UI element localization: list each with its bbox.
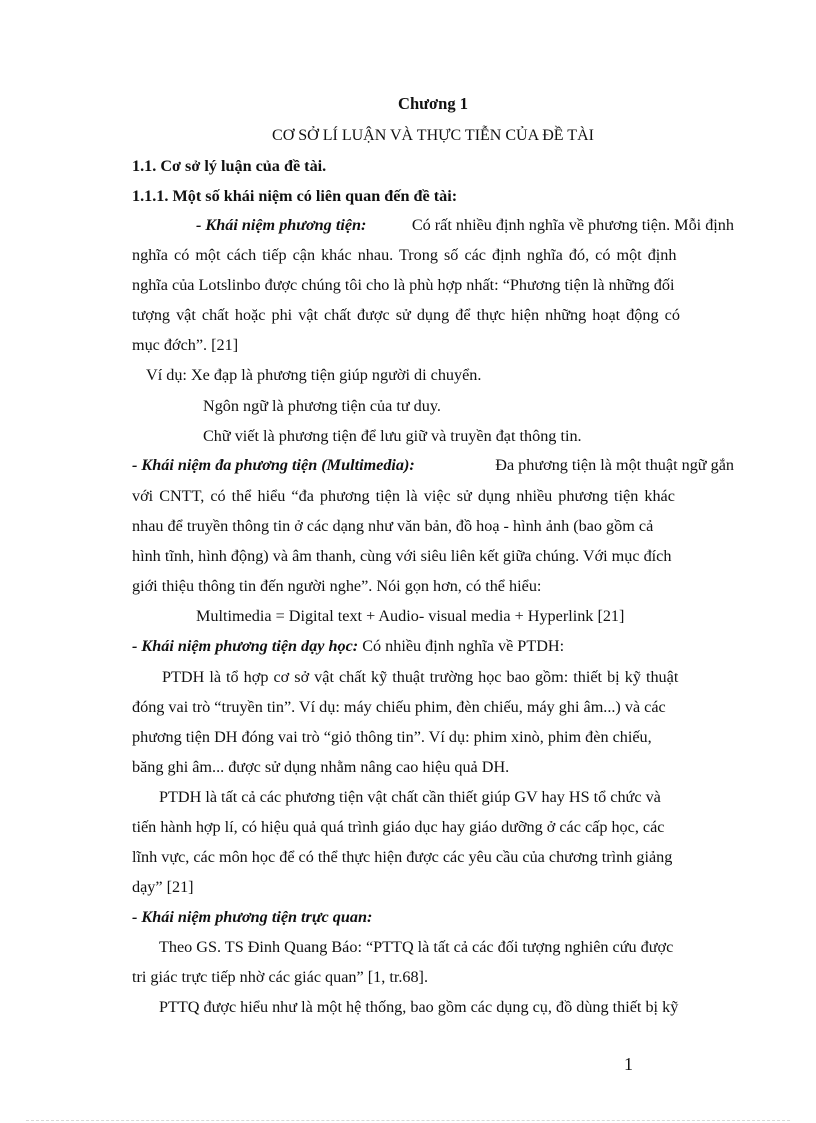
para-ptdh-1-line-2: đóng vai trò “truyền tin”. Ví dụ: máy chiếu phim, đèn chiếu, máy ghi âm...) và các xyxy=(132,698,666,716)
para-multimedia-line-1: - Khái niệm đa phương tiện (Multimedia): Đa phương tiện là một thuật ngữ gắn xyxy=(132,456,734,474)
para-phuong-tien-line-2: nghĩa có một cách tiếp cận khác nhau. Trong số các định nghĩa đó, có một định xyxy=(132,246,677,264)
example-1: Ví dụ: Xe đạp là phương tiện giúp người di chuyển. xyxy=(146,366,482,384)
para-ptdh-2-line-1: PTDH là tất cả các phương tiện vật chất cần thiết giúp GV hay HS tổ chức và xyxy=(159,788,661,806)
chapter-label: Chương 1 xyxy=(398,94,468,113)
term-multimedia: - Khái niệm đa phương tiện (Multimedia): xyxy=(132,456,415,474)
example-2: Ngôn ngữ là phương tiện của tư duy. xyxy=(203,397,441,415)
term-pttq: - Khái niệm phương tiện trực quan: xyxy=(132,908,373,926)
term-ptdh: - Khái niệm phương tiện dạy học: xyxy=(132,637,359,655)
chapter-title: CƠ SỞ LÍ LUẬN VÀ THỰC TIỄN CỦA ĐỀ TÀI xyxy=(272,127,594,144)
para-multimedia-line-5: giới thiệu thông tin đến người nghe”. Nói gọn hơn, có thể hiểu: xyxy=(132,577,542,595)
para-ptdh-2-line-4: dạy” [21] xyxy=(132,878,194,896)
page-bottom-border xyxy=(26,1120,790,1121)
heading-1-1: 1.1. Cơ sở lý luận của đề tài. xyxy=(132,157,327,175)
para-multimedia-line-3: nhau để truyền thông tin ở các dạng như văn bản, đồ hoạ - hình ảnh (bao gồm cả xyxy=(132,517,654,535)
para-ptdh-1-line-3: phương tiện DH đóng vai trò “giỏ thông tin”. Ví dụ: phim xinò, phim đèn chiếu, xyxy=(132,728,652,746)
multimedia-formula: Multimedia = Digital text + Audio- visual media + Hyperlink [21] xyxy=(196,607,625,625)
para-phuong-tien-line-5: mục đớch”. [21] xyxy=(132,336,239,354)
para-ptdh-2-line-3: lĩnh vực, các môn học để có thể thực hiện được các yêu cầu của chương trình giảng xyxy=(132,848,673,866)
para-pttq-1-line-2: tri giác trực tiếp nhờ các giác quan” [1, tr.68]. xyxy=(132,968,428,986)
para-pttq-1-line-1: Theo GS. TS Đinh Quang Báo: “PTTQ là tất cả các đối tượng nghiên cứu được xyxy=(159,938,674,956)
para-multimedia-line-2: với CNTT, có thể hiểu “đa phương tiện là việc sử dụng nhiều phương tiện khác xyxy=(132,487,675,505)
para-pttq-2-line-1: PTTQ được hiểu như là một hệ thống, bao gồm các dụng cụ, đồ dùng thiết bị kỹ xyxy=(159,998,679,1016)
para-phuong-tien-line-4: tượng vật chất hoặc phi vật chất được sử dụng để thực hiện những hoạt động có xyxy=(132,306,680,324)
example-3: Chữ viết là phương tiện để lưu giữ và truyền đạt thông tin. xyxy=(203,427,582,445)
para-phuong-tien-line-1: - Khái niệm phương tiện: Có rất nhiều định nghĩa về phương tiện. Mỗi định xyxy=(196,216,734,234)
heading-1-1-1: 1.1.1. Một số khái niệm có liên quan đến đề tài: xyxy=(132,187,458,205)
para-multimedia-line-4: hình tĩnh, hình động) và âm thanh, cùng với siêu liên kết giữa chúng. Với mục đích xyxy=(132,547,672,565)
para-ptdh-1-line-4: băng ghi âm... được sử dụng nhằm nâng cao hiệu quả DH. xyxy=(132,758,510,776)
para-ptdh-2-line-2: tiến hành hợp lí, có hiệu quả quá trình giáo dục hay giáo dưỡng ở các cấp học, các xyxy=(132,818,665,836)
para-ptdh-1-line-1: PTDH là tổ hợp cơ sở vật chất kỹ thuật trường học bao gồm: thiết bị kỹ thuật xyxy=(162,668,679,686)
para-phuong-tien-line-3: nghĩa của Lotslinbo được chúng tôi cho là phù hợp nhất: “Phương tiện là những đối xyxy=(132,276,675,294)
term-phuong-tien: - Khái niệm phương tiện: xyxy=(196,216,367,234)
page-number: 1 xyxy=(624,1054,633,1074)
para-ptdh-heading: - Khái niệm phương tiện dạy học: Có nhiều định nghĩa về PTDH: xyxy=(132,637,565,655)
